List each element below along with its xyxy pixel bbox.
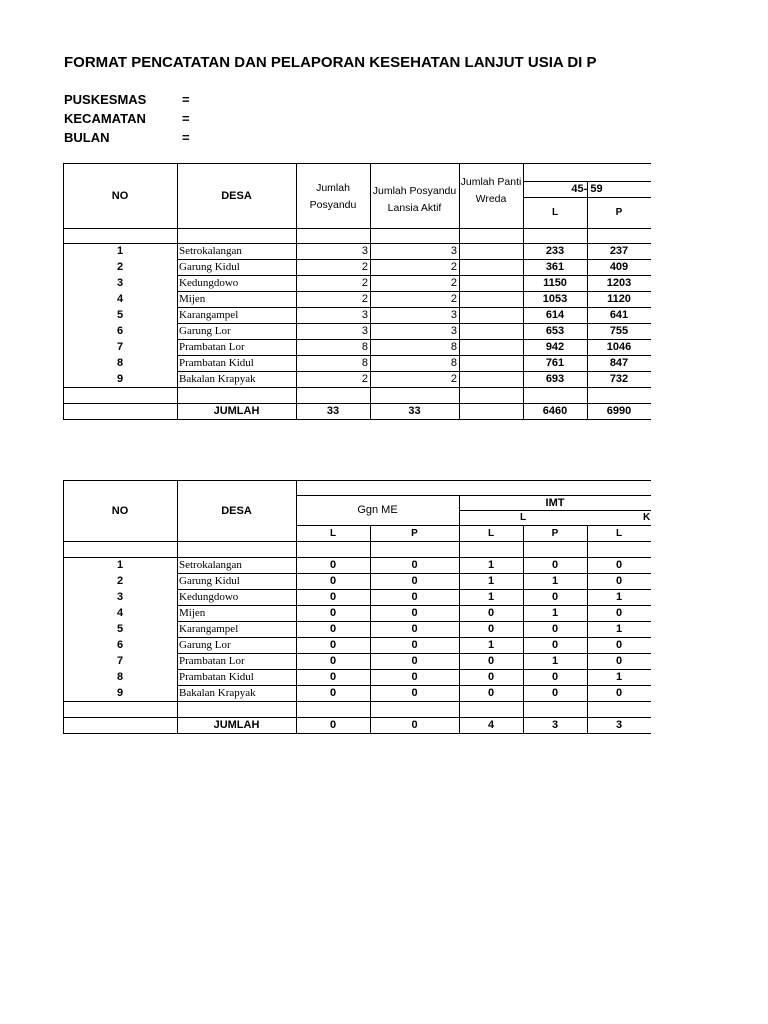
row-posyandu: 2 [361,373,368,385]
row-desa: Setrokalangan [179,559,242,571]
row-c1: 0 [329,559,337,571]
row-posyandu: 2 [361,261,368,273]
row-no: 4 [116,607,124,619]
row-desa: Mijen [179,293,206,305]
row-desa: Prambatan Lor [179,341,245,353]
header-imt-l-l: L [487,527,495,539]
row-desa: Garung Kidul [179,575,240,587]
header-jumlah-posyandu-lansia: Jumlah Posyandu Lansia Aktif [372,185,457,214]
row-p: 409 [609,261,629,273]
row-desa: Bakalan Krapyak [179,687,256,699]
row-c2: 0 [411,687,418,699]
row-c5: 1 [615,591,623,603]
row-no: 2 [116,575,124,587]
field-label: PUSKESMAS [64,92,147,107]
row-c3: 0 [487,655,495,667]
row-lansia: 8 [450,341,457,353]
header-age-group: 45- 59 [571,183,603,195]
row-c5: 0 [615,639,623,651]
row-no: 7 [116,655,124,667]
header-imt-k: K [643,512,651,523]
row-c5: 1 [615,623,623,635]
row-p: 732 [609,373,629,385]
field-kecamatan [64,111,190,126]
row-desa: Kedungdowo [179,591,239,603]
row-p: 755 [609,325,629,337]
row-p: 1120 [607,293,631,305]
row-c4: 1 [551,655,559,667]
total-label: JUMLAH [213,405,260,417]
row-c3: 0 [487,687,495,699]
total-lansia: 33 [408,405,421,417]
header-imt-l-p: P [551,527,559,539]
total-c1: 0 [329,719,337,731]
total-l: 6460 [542,405,568,417]
row-desa: Prambatan Lor [179,655,245,667]
row-c2: 0 [411,671,418,683]
row-lansia: 2 [450,373,457,385]
row-c3: 1 [487,591,495,603]
row-c4: 0 [551,671,559,683]
header-l: L [551,207,559,218]
header-imt-k-l: L [615,527,623,539]
row-no: 6 [116,325,124,337]
row-posyandu: 8 [361,341,368,353]
row-lansia: 8 [450,357,457,369]
row-no: 6 [116,639,124,651]
row-c2: 0 [411,655,418,667]
row-p: 847 [609,357,629,369]
row-c3: 1 [487,639,495,651]
header-imt: IMT [545,496,565,509]
row-no: 4 [116,293,124,305]
row-desa: Prambatan Kidul [179,671,254,683]
row-desa: Kedungdowo [179,277,239,289]
header-jumlah-posyandu: Jumlah Posyandu [309,182,357,211]
row-l: 942 [545,341,565,353]
page-title: FORMAT PENCATATAN DAN PELAPORAN KESEHATAN LANJUT USIA DI P [64,54,597,71]
row-c2: 0 [411,559,418,571]
header-ggn-l: L [329,527,337,539]
row-c1: 0 [329,655,337,667]
row-desa: Garung Kidul [179,261,240,273]
row-no: 8 [116,357,124,369]
row-p: 1046 [606,341,632,353]
row-c2: 0 [411,607,418,619]
row-l: 1053 [542,293,568,305]
field-separator: = [182,92,190,107]
field-label: BULAN [64,130,110,145]
row-c1: 0 [329,623,337,635]
row-lansia: 2 [450,261,457,273]
header-desa: DESA [221,504,252,517]
row-lansia: 3 [450,325,457,337]
total-c4: 3 [551,719,559,731]
header-jumlah-panti-wreda: Jumlah Panti Wreda [460,176,522,205]
row-l: 614 [545,309,565,321]
row-desa: Prambatan Kidul [179,357,254,369]
row-c3: 0 [487,671,495,683]
row-c4: 0 [551,639,559,651]
row-desa: Bakalan Krapyak [179,373,256,385]
header-imt-l: L [519,512,527,523]
total-c5: 3 [615,719,623,731]
row-no: 9 [116,373,124,385]
row-no: 1 [116,559,124,571]
row-posyandu: 2 [361,293,368,305]
row-c3: 1 [487,575,495,587]
row-l: 693 [545,373,565,385]
row-no: 5 [116,309,124,321]
row-lansia: 2 [450,293,457,305]
row-no: 7 [116,341,124,353]
row-lansia: 2 [450,277,457,289]
row-c4: 0 [551,687,559,699]
row-p: 1203 [606,277,632,289]
row-c1: 0 [329,639,337,651]
row-c4: 0 [551,559,559,571]
row-posyandu: 3 [361,245,368,257]
row-desa: Setrokalangan [179,245,242,257]
row-c4: 0 [551,623,559,635]
row-lansia: 3 [450,245,457,257]
row-l: 1150 [543,277,567,289]
row-desa: Karangampel [179,623,239,635]
field-separator: = [182,130,190,145]
total-c2: 0 [411,719,418,731]
row-no: 5 [116,623,124,635]
row-l: 233 [545,245,565,257]
row-c2: 0 [411,623,418,635]
row-c1: 0 [329,671,337,683]
row-c3: 0 [487,623,495,635]
row-c5: 0 [615,655,623,667]
field-bulan [64,130,190,145]
row-desa: Karangampel [179,309,239,321]
row-no: 1 [116,245,124,257]
row-c4: 1 [551,575,559,587]
header-no: NO [111,504,129,517]
header-p: P [615,207,623,218]
header-no: NO [111,189,129,202]
row-c3: 0 [487,607,495,619]
row-no: 9 [116,687,124,699]
row-c5: 0 [615,575,623,587]
row-c3: 1 [487,559,495,571]
row-p: 641 [609,309,629,321]
row-c5: 0 [615,559,623,571]
row-c2: 0 [411,591,418,603]
row-c4: 1 [551,607,559,619]
row-c5: 0 [615,607,623,619]
row-l: 653 [545,325,565,337]
header-ggn-me: Ggn ME [357,504,398,516]
row-no: 8 [116,671,124,683]
row-no: 2 [116,261,124,273]
total-p: 6990 [606,405,632,417]
row-c1: 0 [329,607,337,619]
row-no: 3 [116,277,124,289]
row-c2: 0 [411,575,418,587]
row-desa: Mijen [179,607,206,619]
header-desa: DESA [221,189,252,202]
row-lansia: 3 [450,309,457,321]
row-l: 361 [545,261,565,273]
row-p: 237 [609,245,629,257]
total-c3: 4 [487,719,495,731]
row-c1: 0 [329,575,337,587]
row-c5: 1 [615,671,623,683]
row-c1: 0 [329,687,337,699]
row-l: 761 [545,357,565,369]
row-posyandu: 3 [361,309,368,321]
row-c2: 0 [411,639,418,651]
row-posyandu: 8 [361,357,368,369]
field-separator: = [182,111,190,126]
row-no: 3 [116,591,124,603]
header-ggn-p: P [411,527,418,539]
row-c4: 0 [551,591,559,603]
total-posyandu: 33 [326,405,340,417]
row-c1: 0 [329,591,337,603]
row-c5: 0 [615,687,623,699]
row-desa: Garung Lor [179,325,231,337]
row-desa: Garung Lor [179,639,231,651]
total-label: JUMLAH [213,719,260,731]
row-posyandu: 3 [361,325,368,337]
field-label: KECAMATAN [64,111,146,126]
row-posyandu: 2 [361,277,368,289]
field-puskesmas [64,92,190,107]
